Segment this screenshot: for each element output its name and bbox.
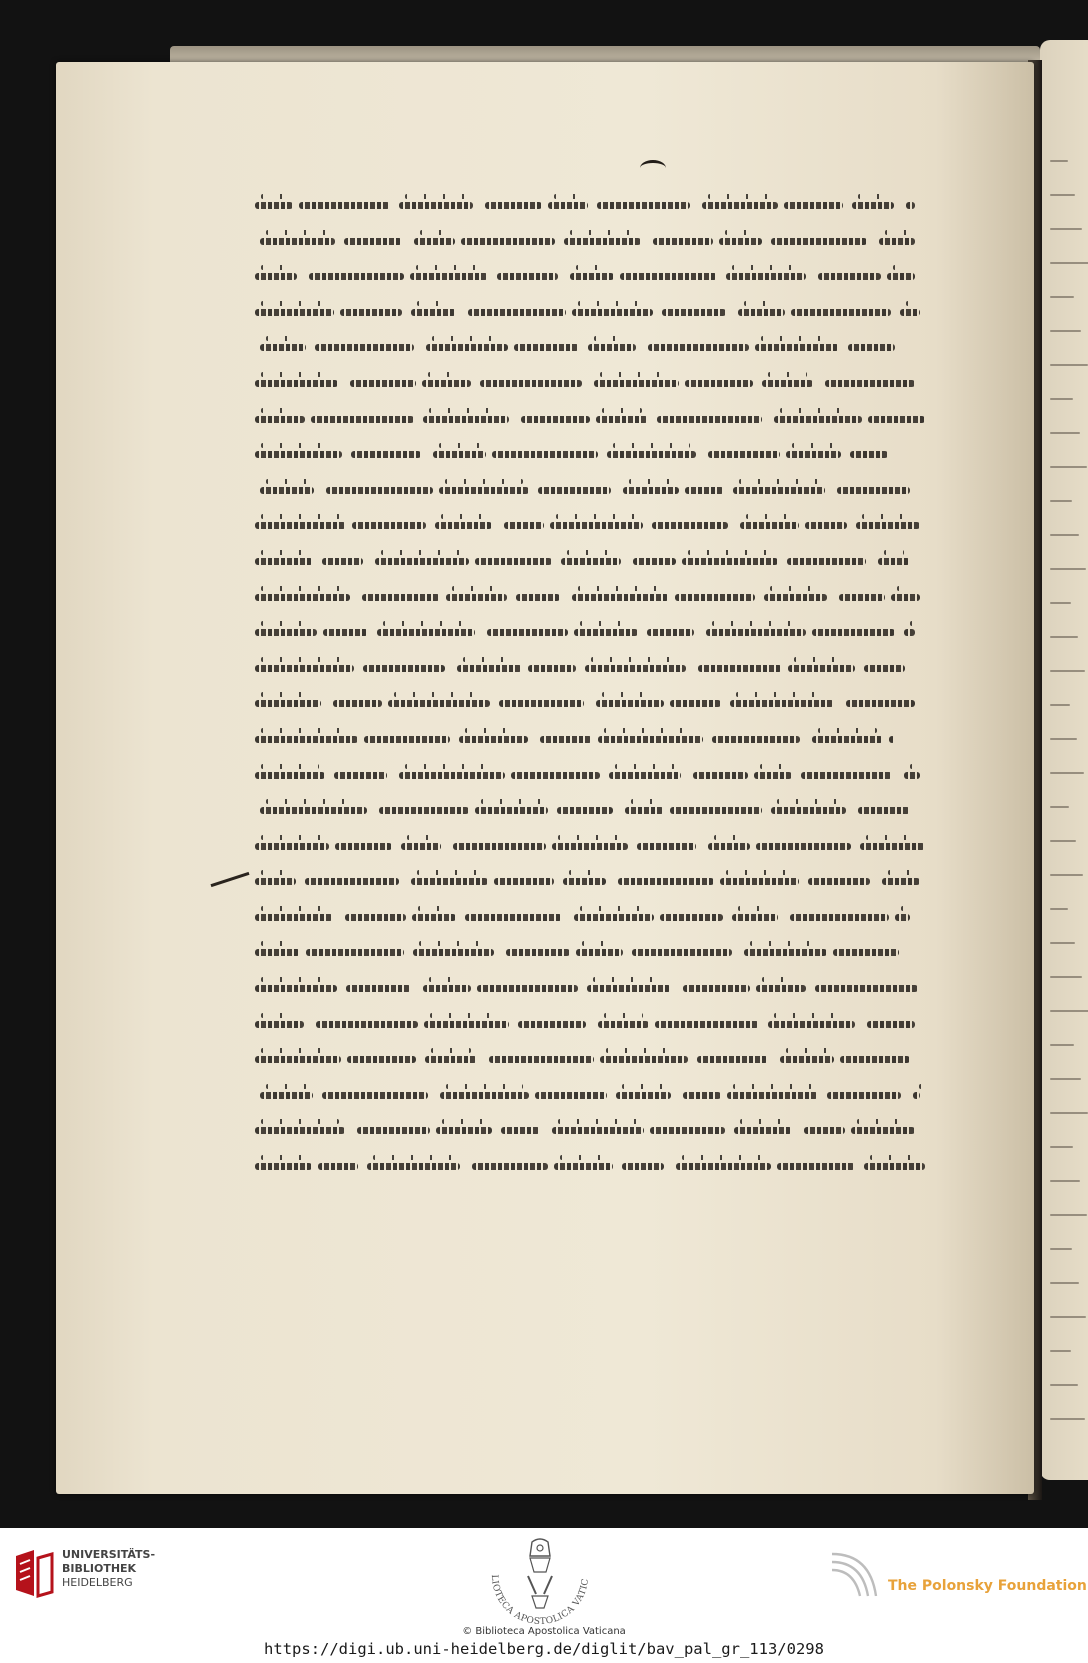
manuscript-line — [255, 188, 965, 224]
copyright-notice: © Biblioteca Apostolica Vaticana — [462, 1626, 626, 1637]
vatican-seal-text: LIOTECA APOSTOLICA VATIC — [488, 1574, 592, 1628]
handwritten-greek-text — [255, 188, 965, 1185]
manuscript-line — [255, 829, 965, 865]
facing-page-edge — [1040, 40, 1088, 1480]
manuscript-line — [255, 259, 965, 295]
manuscript-line — [255, 1007, 965, 1043]
manuscript-line — [255, 508, 965, 544]
manuscript-line — [255, 758, 965, 794]
manuscript-line — [255, 437, 965, 473]
viewer-footer — [0, 1528, 1088, 1663]
vatican-seal-icon — [470, 1536, 610, 1631]
polonsky-arcs-icon — [830, 1546, 886, 1598]
manuscript-line — [255, 402, 965, 438]
university-name — [62, 1548, 155, 1590]
manuscript-line — [255, 651, 965, 687]
superscript-mark — [640, 160, 666, 176]
manuscript-line — [255, 900, 965, 936]
university-library-logo[interactable] — [12, 1546, 156, 1606]
manuscript-line — [255, 544, 965, 580]
manuscript-line — [255, 1149, 965, 1185]
university-line-1: UNIVERSITÄTS- — [62, 1548, 156, 1561]
manuscript-line — [255, 1078, 965, 1114]
university-line-2: BIBLIOTHEK — [62, 1562, 137, 1575]
page-url[interactable]: https://digi.ub.uni-heidelberg.de/diglit/bav_pal_gr_113/0298 — [264, 1640, 824, 1658]
manuscript-line — [255, 580, 965, 616]
manuscript-line — [255, 971, 965, 1007]
manuscript-line — [255, 330, 965, 366]
manuscript-line — [255, 793, 965, 829]
polonsky-foundation-logo[interactable] — [830, 1546, 1087, 1606]
university-line-3: HEIDELBERG — [62, 1576, 133, 1589]
manuscript-line — [255, 295, 965, 331]
manuscript-line — [255, 1113, 965, 1149]
polonsky-foundation-name: The Polonsky Foundation — [888, 1578, 1087, 1594]
manuscript-line — [255, 366, 965, 402]
manuscript-line — [255, 473, 965, 509]
manuscript-line — [255, 935, 965, 971]
manuscript-line — [255, 224, 965, 260]
university-logo-icon — [12, 1548, 56, 1600]
manuscript-line — [255, 686, 965, 722]
manuscript-line — [255, 615, 965, 651]
manuscript-line — [255, 1042, 965, 1078]
manuscript-line — [255, 864, 965, 900]
manuscript-line — [255, 722, 965, 758]
